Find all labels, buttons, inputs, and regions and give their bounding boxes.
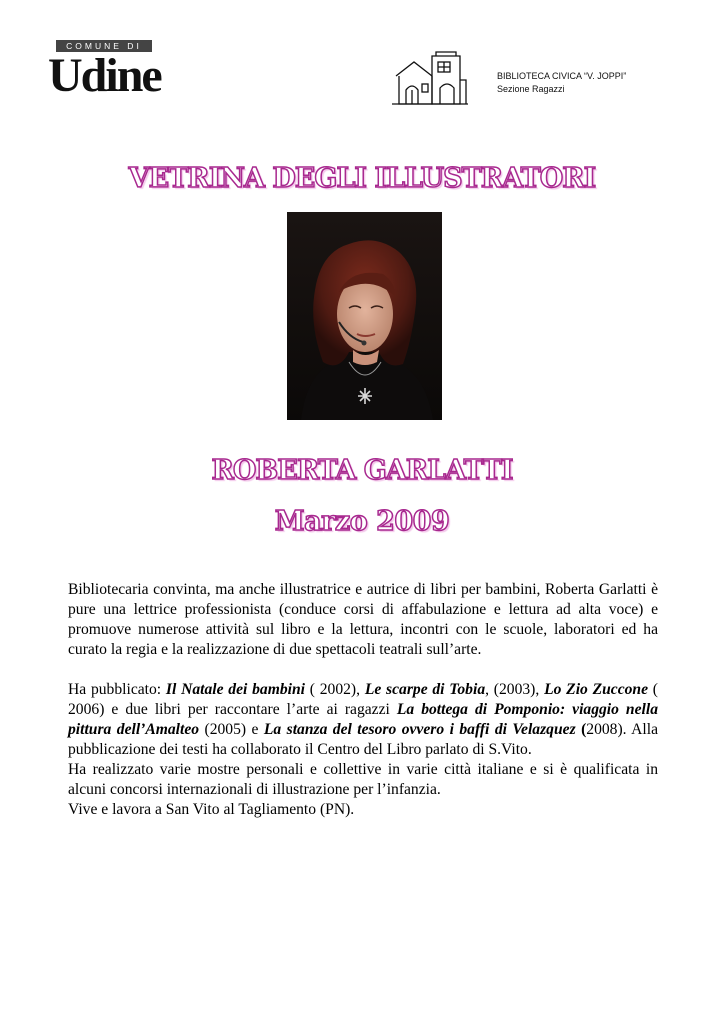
logo-band: COMUNE DI [56, 40, 152, 52]
page-title: VETRINA DEGLI ILLUSTRATORI [128, 163, 596, 194]
pub-year: ( 2002), [305, 681, 365, 698]
exhibition-date: Marzo 2009 [274, 506, 450, 537]
residence-paragraph: Vive e lavora a San Vito al Tagliamento (PN). [68, 801, 355, 818]
book-title: Il Natale dei bambini [165, 681, 305, 698]
book-title: La stanza del tesoro ovvero i baffi di Velazquez [263, 721, 576, 738]
pub-text: ( 2006) e due libri per raccontare l’arte ai ragazzi [68, 681, 659, 718]
book-title: La bottega di Pomponio: viaggio nella pittura dell’Amalteo [68, 701, 658, 738]
book-title: Lo Zio Zuccone [544, 681, 649, 698]
library-building-icon [392, 50, 470, 108]
logo-word: Udine [48, 49, 161, 102]
library-name [497, 70, 626, 96]
publications-paragraph [68, 680, 658, 760]
biography [68, 580, 658, 820]
pub-year: , (2003), [485, 681, 545, 698]
book-title: Le scarpe di Tobia [364, 681, 486, 698]
portrait-photo [287, 212, 442, 420]
library-section: Sezione Ragazzi [497, 84, 565, 94]
bio-paragraph: Bibliotecaria convinta, ma anche illustratrice e autrice di libri per bambini, Roberta Garlatti è pure una lettrice professionista (conduce corsi di affabulazione e lettura ad alta voce) e promuove numerose attività sul libro e la lettura, incontri con le scuole, laboratori ed ha curato la regia e la realizzazione di due spettacoli teatrali sull’arte. [68, 581, 658, 658]
exhibitions-paragraph: Ha realizzato varie mostre personali e collettive in varie città italiane e si è qualificata in alcuni concorsi internazionali di illustrazione per l’infanzia. [68, 761, 658, 798]
comune-di-udine-logo [48, 40, 174, 102]
pub-year: (2005) e [199, 721, 264, 738]
illustrator-name: ROBERTA GARLATTI [211, 455, 513, 486]
pub-paren: ( [575, 721, 587, 738]
pub-text: 2008). Alla pubblicazione dei testi ha collaborato il Centro del Libro parlato di S.Vito. [68, 721, 658, 758]
pub-intro: Ha pubblicato: [68, 681, 166, 698]
library-title: BIBLIOTECA CIVICA “V. JOPPI” [497, 71, 627, 81]
